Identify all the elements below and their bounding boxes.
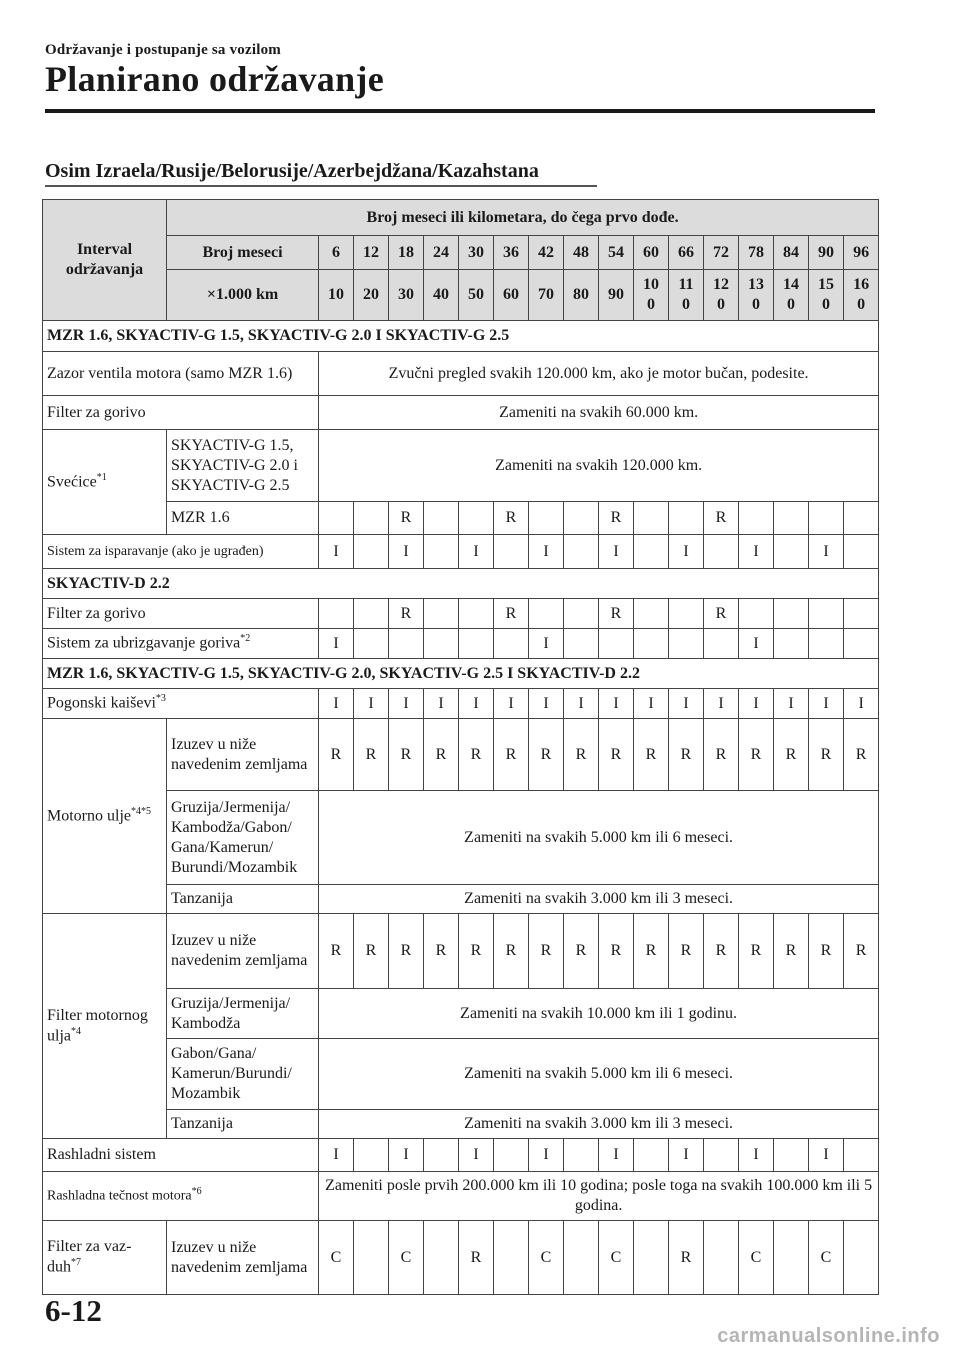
value-cell: I — [599, 689, 634, 719]
value-cell — [564, 1139, 599, 1172]
value-cell — [704, 535, 739, 569]
item-text: Zameniti na svakih 10.000 km ili 1 godinu. — [319, 989, 879, 1039]
value-cell: I — [459, 1139, 494, 1172]
km-cell: 11 0 — [669, 270, 704, 321]
table-row — [43, 791, 879, 885]
value-cell — [494, 535, 529, 569]
value-cell: R — [739, 719, 774, 791]
value-cell: R — [424, 719, 459, 791]
value-cell — [669, 502, 704, 535]
item-label: Filter za gorivo — [43, 396, 319, 430]
group-row — [43, 321, 879, 352]
item-text: Zameniti na svakih 3.000 km ili 3 meseci. — [319, 1110, 879, 1139]
value-cell — [494, 1139, 529, 1172]
value-cell: R — [809, 914, 844, 989]
value-cell: R — [739, 914, 774, 989]
km-cell: 70 — [529, 270, 564, 321]
value-cell: R — [564, 719, 599, 791]
value-cell: R — [494, 914, 529, 989]
value-cell: C — [599, 1221, 634, 1295]
value-cell — [424, 1139, 459, 1172]
value-cell — [774, 535, 809, 569]
km-cell: 10 0 — [634, 270, 669, 321]
table-row — [43, 1172, 879, 1221]
section-divider — [45, 185, 597, 187]
value-cell — [774, 502, 809, 535]
value-cell: C — [739, 1221, 774, 1295]
value-cell: I — [319, 689, 354, 719]
km-cell: 40 — [424, 270, 459, 321]
value-cell: I — [634, 689, 669, 719]
value-cell: R — [634, 719, 669, 791]
value-cell — [424, 599, 459, 629]
value-cell: I — [319, 1139, 354, 1172]
value-cell: R — [354, 914, 389, 989]
sub-label: Izuzev u niže navedenim zemljama — [167, 719, 319, 791]
item-label: Filter za vaz- duh$^{*7}$ — [43, 1221, 167, 1295]
value-cell: R — [704, 719, 739, 791]
value-cell: I — [529, 1139, 564, 1172]
item-label: Rashladna tečnost motora$^{*6}$ — [43, 1172, 319, 1221]
value-cell: I — [424, 689, 459, 719]
chapter-header: Održavanje i postupanje sa vozilom — [45, 42, 281, 58]
watermark-text: carmanualsonline.info — [717, 1325, 940, 1347]
group-row — [43, 659, 879, 689]
value-cell: I — [669, 1139, 704, 1172]
value-cell: I — [669, 535, 704, 569]
value-cell: I — [389, 535, 424, 569]
item-label: Motorno ulje$^{*4*5}$ — [43, 719, 167, 914]
value-cell — [669, 629, 704, 659]
value-cell: R — [669, 914, 704, 989]
maintenance-schedule-table — [42, 199, 879, 1295]
value-cell — [844, 535, 879, 569]
value-cell: I — [809, 1139, 844, 1172]
header-row-months — [43, 236, 879, 270]
value-cell: I — [669, 689, 704, 719]
value-cell: R — [704, 599, 739, 629]
item-text: Zameniti na svakih 60.000 km. — [319, 396, 879, 430]
value-cell: R — [634, 914, 669, 989]
value-cell: R — [424, 914, 459, 989]
month-cell: 48 — [564, 236, 599, 270]
value-cell: C — [809, 1221, 844, 1295]
value-cell: I — [739, 689, 774, 719]
value-cell — [529, 599, 564, 629]
value-cell: R — [599, 599, 634, 629]
item-label: Rashladni sistem — [43, 1139, 319, 1172]
value-cell: R — [669, 719, 704, 791]
value-cell: I — [809, 535, 844, 569]
value-cell — [389, 629, 424, 659]
value-cell: I — [319, 629, 354, 659]
value-cell: R — [389, 914, 424, 989]
table-row — [43, 914, 879, 989]
value-cell — [354, 1221, 389, 1295]
value-cell: R — [774, 914, 809, 989]
value-cell — [809, 599, 844, 629]
table-row — [43, 989, 879, 1039]
value-cell — [809, 629, 844, 659]
table-row — [43, 885, 879, 914]
value-cell: R — [459, 719, 494, 791]
value-cell: R — [354, 719, 389, 791]
value-cell: I — [459, 689, 494, 719]
value-cell — [564, 629, 599, 659]
km-cell: 13 0 — [739, 270, 774, 321]
item-text: Zameniti posle prvih 200.000 km ili 10 godina; posle toga na svakih 100.000 km ili 5 godina. — [319, 1172, 879, 1221]
value-cell — [634, 1139, 669, 1172]
value-cell — [844, 599, 879, 629]
item-label: Svećice$^{*1}$ — [43, 430, 167, 535]
value-cell — [459, 599, 494, 629]
km-cell: 20 — [354, 270, 389, 321]
sub-label: Izuzev u niže navedenim zemljama — [167, 1221, 319, 1295]
value-cell — [494, 629, 529, 659]
value-cell: I — [599, 1139, 634, 1172]
km-cell: 10 — [319, 270, 354, 321]
value-cell — [704, 1139, 739, 1172]
page-title: Planirano održavanje — [45, 59, 384, 99]
month-cell: 18 — [389, 236, 424, 270]
value-cell: R — [529, 719, 564, 791]
value-cell — [529, 502, 564, 535]
km-cell: 60 — [494, 270, 529, 321]
value-cell: I — [494, 689, 529, 719]
interval-label: Interval održavanja — [43, 200, 167, 321]
value-cell — [774, 599, 809, 629]
value-cell — [424, 535, 459, 569]
value-cell: I — [564, 689, 599, 719]
value-cell — [564, 535, 599, 569]
table-row — [43, 502, 879, 535]
value-cell — [354, 502, 389, 535]
month-cell: 12 — [354, 236, 389, 270]
value-cell: I — [529, 629, 564, 659]
group-heading: SKYACTIV-D 2.2 — [43, 569, 879, 599]
month-cell: 30 — [459, 236, 494, 270]
km-cell: 14 0 — [774, 270, 809, 321]
value-cell: R — [319, 914, 354, 989]
value-cell: C — [389, 1221, 424, 1295]
item-label: Zazor ventila motora (samo MZR 1.6) — [43, 352, 319, 396]
value-cell — [354, 629, 389, 659]
value-cell: I — [389, 1139, 424, 1172]
table-row — [43, 396, 879, 430]
value-cell: I — [599, 535, 634, 569]
value-cell: R — [844, 719, 879, 791]
value-cell — [809, 502, 844, 535]
header-row-km — [43, 270, 879, 321]
month-cell: 90 — [809, 236, 844, 270]
month-cell: 24 — [424, 236, 459, 270]
header-row-1 — [43, 200, 879, 236]
table-row — [43, 1110, 879, 1139]
value-cell — [844, 1139, 879, 1172]
group-heading: MZR 1.6, SKYACTIV-G 1.5, SKYACTIV-G 2.0 I SKYACTIV-G 2.5 — [43, 321, 879, 352]
km-cell: 16 0 — [844, 270, 879, 321]
km-cell: 12 0 — [704, 270, 739, 321]
value-cell — [599, 629, 634, 659]
value-cell: R — [844, 914, 879, 989]
value-cell — [669, 599, 704, 629]
value-cell: R — [389, 599, 424, 629]
value-cell — [774, 629, 809, 659]
item-text: Zameniti na svakih 5.000 km ili 6 meseci. — [319, 1039, 879, 1110]
month-cell: 60 — [634, 236, 669, 270]
value-cell: R — [529, 914, 564, 989]
table-row — [43, 719, 879, 791]
value-cell — [564, 502, 599, 535]
value-cell — [844, 502, 879, 535]
value-cell: I — [459, 535, 494, 569]
value-cell: R — [564, 914, 599, 989]
table-row — [43, 352, 879, 396]
item-text: Zameniti na svakih 5.000 km ili 6 meseci. — [319, 791, 879, 885]
value-cell: R — [389, 719, 424, 791]
value-cell — [424, 502, 459, 535]
month-cell: 54 — [599, 236, 634, 270]
value-cell: R — [459, 914, 494, 989]
section-title: Osim Izraela/Rusije/Belorusije/Azerbejdžana/Kazahstana — [45, 160, 539, 182]
value-cell: R — [459, 1221, 494, 1295]
value-cell: R — [704, 502, 739, 535]
value-cell — [739, 599, 774, 629]
item-text: Zameniti na svakih 120.000 km. — [319, 430, 879, 502]
value-cell — [844, 1221, 879, 1295]
group-row — [43, 569, 879, 599]
sub-label: Gruzija/Jermenija/ Kambodža — [167, 989, 319, 1039]
value-cell: I — [389, 689, 424, 719]
value-cell: I — [739, 629, 774, 659]
value-cell: C — [529, 1221, 564, 1295]
item-text: Zameniti na svakih 3.000 km ili 3 meseci. — [319, 885, 879, 914]
month-cell: 78 — [739, 236, 774, 270]
value-cell: R — [704, 914, 739, 989]
sub-label: SKYACTIV-G 1.5, SKYACTIV-G 2.0 i SKYACTIV-G 2.5 — [167, 430, 319, 502]
km-cell: 30 — [389, 270, 424, 321]
km-label: ×1.000 km — [167, 270, 319, 321]
month-cell: 42 — [529, 236, 564, 270]
value-cell: I — [809, 689, 844, 719]
value-cell — [634, 535, 669, 569]
value-cell: I — [844, 689, 879, 719]
value-cell — [634, 1221, 669, 1295]
table-row — [43, 1039, 879, 1110]
value-cell — [564, 599, 599, 629]
item-label: Sistem za ubrizgavanje goriva$^{*2}$ — [43, 629, 319, 659]
value-cell: I — [774, 689, 809, 719]
month-cell: 66 — [669, 236, 704, 270]
value-cell — [844, 629, 879, 659]
sub-label: Tanzanija — [167, 1110, 319, 1139]
value-cell — [424, 629, 459, 659]
value-cell — [739, 502, 774, 535]
value-cell — [634, 599, 669, 629]
title-divider — [45, 109, 875, 113]
value-cell: R — [494, 599, 529, 629]
value-cell: R — [774, 719, 809, 791]
item-label: Pogonski kaiševi$^{*3}$ — [43, 689, 319, 719]
sub-label: Gabon/Gana/ Kamerun/Burundi/ Mozambik — [167, 1039, 319, 1110]
first-occurrence-label: Broj meseci ili kilometara, do čega prvo dođe. — [167, 200, 879, 236]
value-cell — [424, 1221, 459, 1295]
value-cell — [704, 1221, 739, 1295]
table-row — [43, 629, 879, 659]
value-cell: R — [494, 502, 529, 535]
value-cell — [319, 502, 354, 535]
table-row — [43, 430, 879, 502]
table-row — [43, 599, 879, 629]
value-cell: R — [809, 719, 844, 791]
value-cell: C — [319, 1221, 354, 1295]
value-cell — [774, 1221, 809, 1295]
value-cell: R — [494, 719, 529, 791]
item-text: Zvučni pregled svakih 120.000 km, ako je motor bučan, podesite. — [319, 352, 879, 396]
value-cell — [459, 502, 494, 535]
sub-label: Tanzanija — [167, 885, 319, 914]
value-cell: I — [529, 535, 564, 569]
value-cell: R — [599, 914, 634, 989]
sub-label: MZR 1.6 — [167, 502, 319, 535]
value-cell — [634, 629, 669, 659]
value-cell: R — [319, 719, 354, 791]
sub-label: Izuzev u niže navedenim zemljama — [167, 914, 319, 989]
month-cell: 36 — [494, 236, 529, 270]
value-cell: R — [389, 502, 424, 535]
table-row — [43, 1139, 879, 1172]
value-cell — [319, 599, 354, 629]
value-cell — [494, 1221, 529, 1295]
value-cell — [354, 599, 389, 629]
value-cell — [634, 502, 669, 535]
value-cell — [459, 629, 494, 659]
item-label: Sistem za isparavanje (ako je ugrađen) — [43, 535, 319, 569]
value-cell — [354, 535, 389, 569]
month-cell: 72 — [704, 236, 739, 270]
value-cell: I — [354, 689, 389, 719]
value-cell: I — [704, 689, 739, 719]
table-row — [43, 535, 879, 569]
sub-label: Gruzija/Jermenija/ Kambodža/Gabon/ Gana/Kamerun/ Burundi/Mozambik — [167, 791, 319, 885]
value-cell: I — [319, 535, 354, 569]
value-cell — [704, 629, 739, 659]
month-cell: 84 — [774, 236, 809, 270]
value-cell: I — [739, 535, 774, 569]
value-cell — [354, 1139, 389, 1172]
table-row — [43, 1221, 879, 1295]
km-cell: 90 — [599, 270, 634, 321]
km-cell: 80 — [564, 270, 599, 321]
km-cell: 50 — [459, 270, 494, 321]
value-cell: R — [599, 719, 634, 791]
value-cell: R — [669, 1221, 704, 1295]
value-cell: I — [739, 1139, 774, 1172]
value-cell: R — [599, 502, 634, 535]
km-cell: 15 0 — [809, 270, 844, 321]
item-label: Filter motornog ulja$^{*4}$ — [43, 914, 167, 1139]
value-cell: I — [529, 689, 564, 719]
month-cell: 96 — [844, 236, 879, 270]
months-label: Broj meseci — [167, 236, 319, 270]
table-row — [43, 689, 879, 719]
item-label: Filter za gorivo — [43, 599, 319, 629]
group-heading: MZR 1.6, SKYACTIV-G 1.5, SKYACTIV-G 2.0, SKYACTIV-G 2.5 I SKYACTIV-D 2.2 — [43, 659, 879, 689]
value-cell — [774, 1139, 809, 1172]
month-cell: 6 — [319, 236, 354, 270]
page-number: 6-12 — [45, 1293, 102, 1328]
value-cell — [564, 1221, 599, 1295]
